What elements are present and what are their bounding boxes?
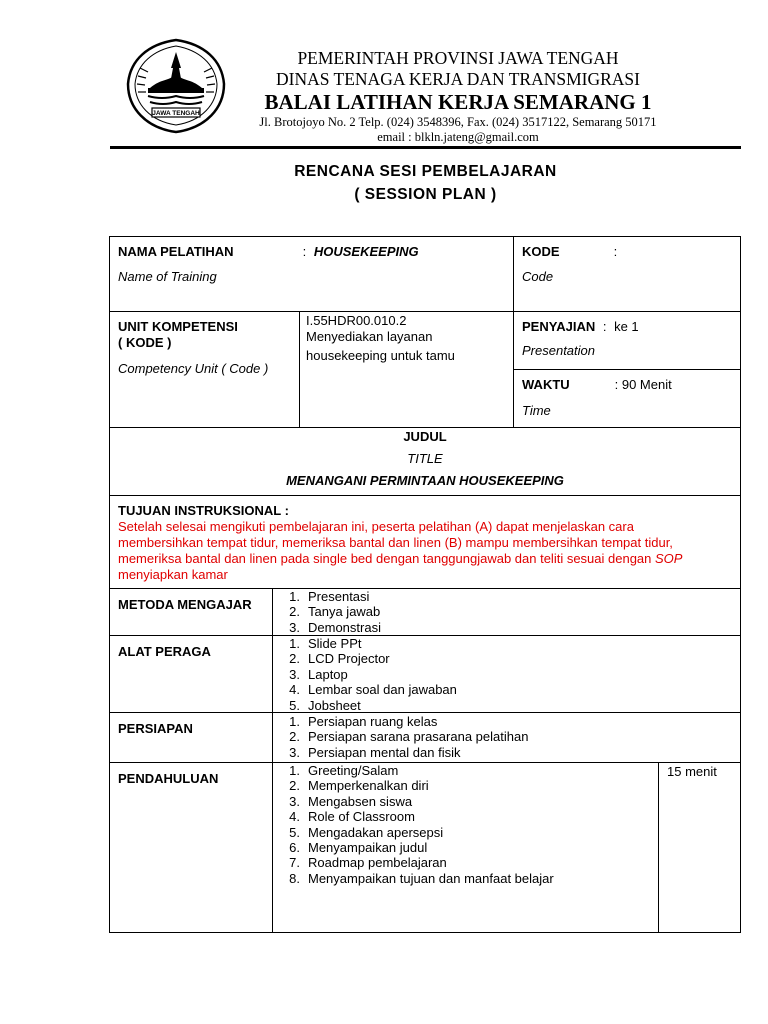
code-cell xyxy=(522,244,732,285)
judul-value: MENANGANI PERMINTAAN HOUSEKEEPING xyxy=(286,473,564,488)
list-item-number: 2. xyxy=(289,729,300,745)
unit-name-line2: housekeeping untuk tamu xyxy=(306,348,455,363)
list-item-number: 3. xyxy=(289,619,300,635)
list-item xyxy=(286,651,457,666)
list-item-number: 8. xyxy=(289,870,300,886)
tools-label: ALAT PERAGA xyxy=(118,644,211,659)
list-item xyxy=(286,763,554,778)
list-item-number: 3. xyxy=(289,793,300,809)
preparation-list xyxy=(286,714,528,760)
list-item-text: Menyampaikan tujuan dan manfaat belajar xyxy=(308,870,554,886)
list-item-number: 3. xyxy=(289,744,300,760)
agency-heading xyxy=(230,48,686,145)
list-item xyxy=(286,698,457,713)
list-item-text: Jobsheet xyxy=(308,697,361,713)
email: email : blkln.jateng@gmail.com xyxy=(377,130,539,144)
address: Jl. Brotojoyo No. 2 Telp. (024) 3548396, Fax. (024) 3517122, Semarang 50171 xyxy=(259,115,657,129)
objective-line2: membersihkan tempat tidur, memeriksa bantal dan linen (B) mampu membersihkan tempat tidur, xyxy=(118,535,673,550)
department-name: DINAS TENAGA KERJA DAN TRANSMIGRASI xyxy=(276,69,640,89)
list-item xyxy=(286,840,554,855)
list-item-text: Roadmap pembelajaran xyxy=(308,855,447,871)
province-name: PEMERINTAH PROVINSI JAWA TENGAH xyxy=(297,48,619,68)
list-item-number: 2. xyxy=(289,604,300,620)
list-item xyxy=(286,714,528,729)
unit-label: UNIT KOMPETENSI xyxy=(118,319,238,334)
list-item-number: 4. xyxy=(289,809,300,825)
presentation-colon: : xyxy=(602,319,607,334)
list-item-text: LCD Projector xyxy=(308,651,390,667)
header-rule xyxy=(110,146,741,149)
training-colon: : xyxy=(302,244,307,259)
list-item xyxy=(286,871,554,886)
time-value: : 90 Menit xyxy=(614,377,672,392)
list-item-text: Lembar soal dan jawaban xyxy=(308,682,457,698)
list-item xyxy=(286,794,554,809)
list-item-text: Greeting/Salam xyxy=(308,763,399,778)
list-item xyxy=(286,667,457,682)
judul-sublabel: TITLE xyxy=(407,451,443,466)
introduction-list xyxy=(286,763,554,886)
list-item-text: Mengabsen siswa xyxy=(308,793,413,809)
list-item-number: 5. xyxy=(289,697,300,713)
list-item-number: 1. xyxy=(289,636,300,651)
list-item-text: Role of Classroom xyxy=(308,809,415,825)
objective-sop: SOP xyxy=(655,551,683,566)
time-sublabel: Time xyxy=(522,403,551,418)
list-item xyxy=(286,778,554,793)
list-item-number: 2. xyxy=(289,651,300,667)
training-label: NAMA PELATIHAN xyxy=(118,244,234,259)
presentation-label: PENYAJIAN xyxy=(522,319,596,334)
list-item-text: Laptop xyxy=(308,666,348,682)
list-item xyxy=(286,729,528,744)
list-item xyxy=(286,620,381,635)
list-item xyxy=(286,589,381,604)
list-item-number: 1. xyxy=(289,763,300,778)
training-value: HOUSEKEEPING xyxy=(313,244,419,259)
list-item-number: 4. xyxy=(289,682,300,698)
list-item-text: Memperkenalkan diri xyxy=(308,778,429,794)
list-item xyxy=(286,604,381,619)
introduction-duration: 15 menit xyxy=(667,764,717,779)
unit-sublabel: Competency Unit ( Code ) xyxy=(118,361,269,376)
logo-text: JAWA TENGAH xyxy=(152,110,200,117)
judul-label: JUDUL xyxy=(403,429,447,444)
list-item xyxy=(286,825,554,840)
objective-label: TUJUAN INSTRUKSIONAL : xyxy=(118,503,289,518)
list-item xyxy=(286,636,457,651)
time-label: WAKTU xyxy=(522,377,570,392)
list-item-text: Persiapan mental dan fisik xyxy=(308,744,461,760)
list-item-number: 7. xyxy=(289,855,300,871)
training-cell xyxy=(118,244,508,285)
letterhead xyxy=(0,0,768,150)
objective-line3: memeriksa bantal dan linen pada single bed dengan tanggungjawab dan teliti sesuai dengan xyxy=(118,551,656,566)
tools-list xyxy=(286,636,457,713)
list-item-text: Presentasi xyxy=(308,589,370,604)
unit-code-label: ( KODE ) xyxy=(118,335,172,350)
code-label: KODE xyxy=(522,244,560,259)
institution-name: BALAI LATIHAN KERJA SEMARANG 1 xyxy=(264,90,652,114)
presentation-cell xyxy=(522,319,737,359)
list-item xyxy=(286,809,554,824)
unit-name-line1: Menyediakan layanan xyxy=(306,329,433,344)
list-item-text: Mengadakan apersepsi xyxy=(308,824,444,840)
unit-code: I.55HDR00.010.2 xyxy=(306,313,407,328)
unit-value-cell xyxy=(306,313,511,364)
list-item-number: 1. xyxy=(289,589,300,604)
introduction-label: PENDAHULUAN xyxy=(118,771,219,786)
list-item xyxy=(286,745,528,760)
list-item-text: Slide PPt xyxy=(308,636,362,651)
province-emblem-logo xyxy=(126,38,226,134)
document-title xyxy=(110,160,741,206)
objective-line1: Setelah selesai mengikuti pembelajaran ini, peserta pelatihan (A) dapat menjelaskan cara xyxy=(118,519,634,534)
list-item xyxy=(286,682,457,697)
list-item-number: 5. xyxy=(289,824,300,840)
list-item-number: 3. xyxy=(289,666,300,682)
method-list xyxy=(286,589,381,635)
unit-label-cell xyxy=(118,319,296,377)
objective-cell xyxy=(118,503,738,583)
objective-line4: menyiapkan kamar xyxy=(118,567,228,582)
list-item-text: Tanya jawab xyxy=(308,604,381,620)
list-item-text: Demonstrasi xyxy=(308,619,381,635)
code-sublabel: Code xyxy=(522,269,554,284)
preparation-label: PERSIAPAN xyxy=(118,721,193,736)
title-main: RENCANA SESI PEMBELAJARAN xyxy=(294,163,557,180)
list-item-number: 2. xyxy=(289,778,300,794)
training-sublabel: Name of Training xyxy=(118,269,217,284)
list-item-number: 1. xyxy=(289,714,300,729)
list-item-text: Persiapan sarana prasarana pelatihan xyxy=(308,729,529,745)
list-item-text: Persiapan ruang kelas xyxy=(308,714,438,729)
method-label: METODA MENGAJAR xyxy=(118,597,252,612)
title-sub: ( SESSION PLAN ) xyxy=(354,186,497,203)
presentation-sublabel: Presentation xyxy=(522,343,595,358)
list-item-number: 6. xyxy=(289,840,300,856)
list-item-text: Menyampaikan judul xyxy=(308,840,428,856)
list-item xyxy=(286,855,554,870)
presentation-value: ke 1 xyxy=(614,319,639,334)
title-cell xyxy=(110,429,740,489)
code-colon: : xyxy=(613,244,618,259)
time-cell xyxy=(522,377,737,419)
